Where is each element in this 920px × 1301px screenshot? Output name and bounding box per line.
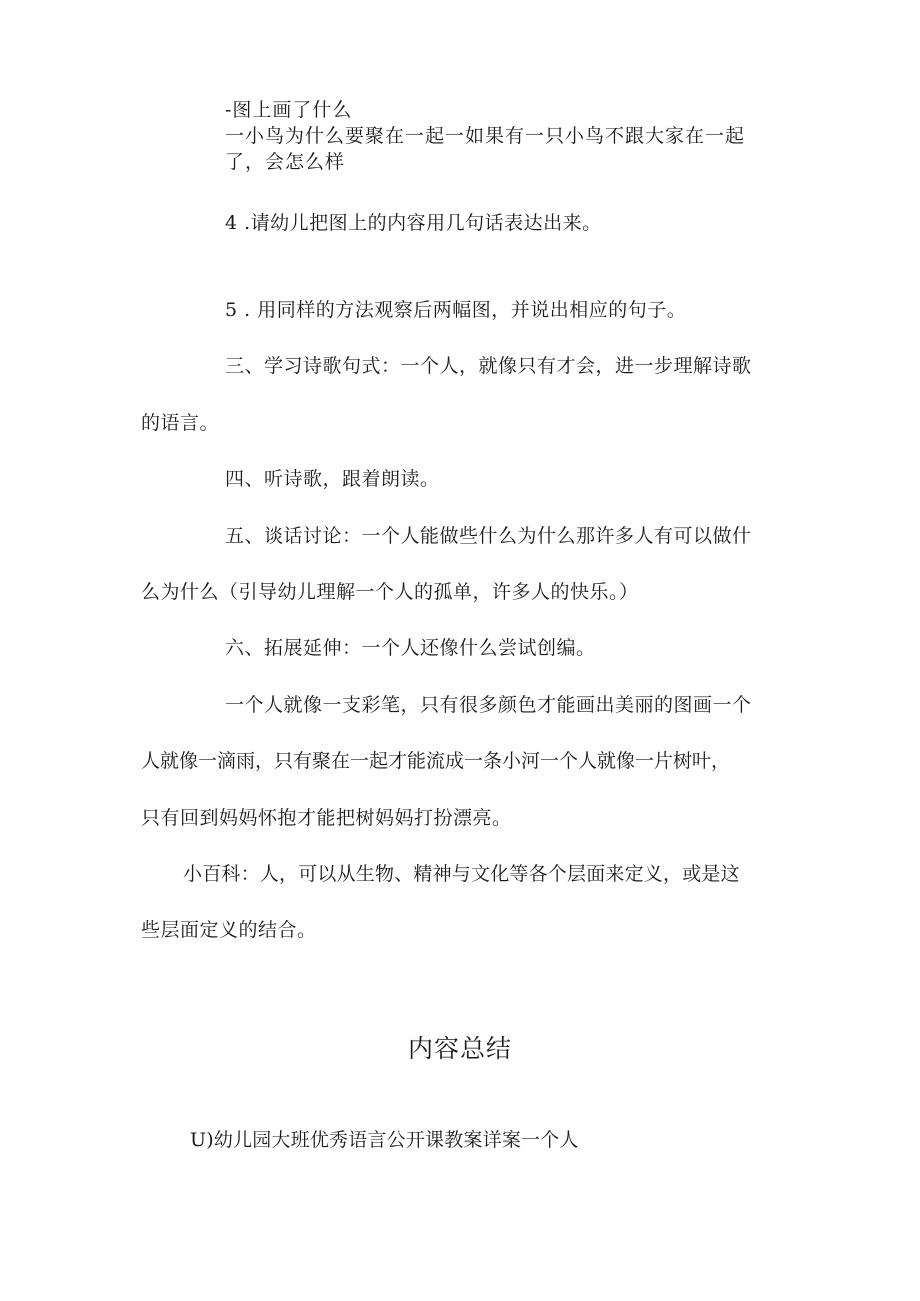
step-4: 4 .请幼儿把图上的内容用几句话表达出来。 xyxy=(225,212,602,234)
step-5: 5 . 用同样的方法观察后两幅图，并说出相应的句子。 xyxy=(225,299,687,321)
summary-heading: 内容总结 xyxy=(407,1034,512,1063)
section-4: 四、听诗歌，跟着朗读。 xyxy=(225,468,440,490)
encyclopedia-line-2: 些层面定义的结合。 xyxy=(141,919,317,941)
question-line-3: 了，会怎么样 xyxy=(225,151,346,173)
question-line-2: 一小鸟为什么要聚在一起一如果有一只小鸟不跟大家在一起 xyxy=(225,125,746,147)
poem-line-3: 只有回到妈妈怀抱才能把树妈妈打扮漂亮。 xyxy=(141,807,512,829)
summary-item: U)幼儿园大班优秀语言公开课教案详案一个人 xyxy=(190,1129,579,1151)
encyclopedia-line-1: 小百科：人，可以从生物、精神与文化等各个层面来定义，或是这 xyxy=(183,863,740,885)
section-3-line-2: 的语言。 xyxy=(141,412,220,434)
question-line-1: -图上画了什么 xyxy=(225,99,353,121)
poem-line-1: 一个人就像一支彩笔，只有很多颜色才能画出美丽的图画一个 xyxy=(225,694,752,716)
section-5-line-1: 五、谈话讨论：一个人能做些什么为什么那许多人有可以做什 xyxy=(225,525,752,547)
section-5-line-2: 么为什么（引导幼儿理解一个人的孤单，许多人的快乐。） xyxy=(141,581,639,603)
section-3-line-1: 三、学习诗歌句式：一个人，就像只有才会，进一步理解诗歌 xyxy=(225,355,752,377)
section-6: 六、拓展延伸：一个人还像什么尝试创编。 xyxy=(225,637,596,659)
poem-line-2: 人就像一滴雨，只有聚在一起才能流成一条小河一个人就像一片树叶， xyxy=(141,750,731,772)
